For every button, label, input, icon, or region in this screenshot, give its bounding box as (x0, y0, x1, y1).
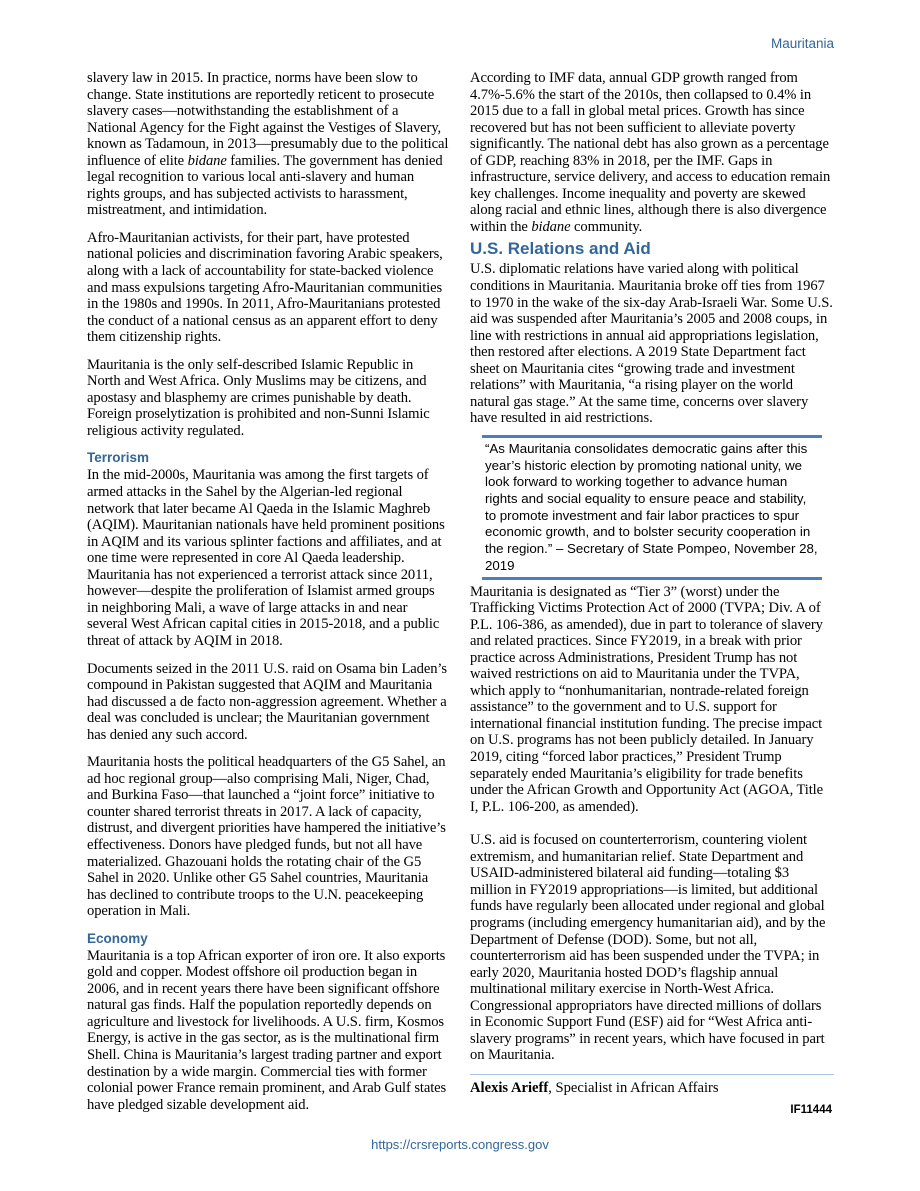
paragraph-slavery-law: slavery law in 2015. In practice, norms have been slow to change. State institutions are reportedly reticent to prosecute slavery cases—notwithstanding the establishment of a National Agency for the Fight against the Vestiges of Slavery, known as Tadamoun, in 2013—presumably due to the political influence of elite bidane families. The government has denied legal recognition to various local anti-slavery and human rights groups, and has subjected activists to harassment, mistreatment, and intimidation. (87, 70, 449, 219)
paragraph-economy-exports: Mauritania is a top African exporter of iron ore. It also exports gold and copper. Modest offshore oil production began in 2006, and in recent years there have been significant offshore natural gas finds. Half the population reportedly depends on agriculture and livestock for livelihoods. A U.S. firm, Kosmos Energy, is active in the gas sector, as is the multinational firm Shell. China is Mauritania’s largest trading partner and export destination by a wide margin. Commercial ties with former colonial power France remain prominent, and Arab Gulf states have pledged sizable development aid. (87, 947, 447, 1113)
report-code: IF11444 (790, 1104, 832, 1116)
paragraph-bin-laden-documents: Documents seized in the 2011 U.S. raid on Osama bin Laden’s compound in Pakistan suggested that AQIM and Mauritania had discussed a de facto non-aggression agreement. Whether a deal was concluded is unclear; the Mauritanian government has denied any such accord. (87, 660, 447, 743)
author-title: , Specialist in African Affairs (548, 1079, 719, 1096)
paragraph-imf-gdp: According to IMF data, annual GDP growth ranged from 4.7%-5.6% the start of the 2010s, then collapsed to 0.4% in 2015 due to a fall in global metal prices. Growth has since recovered but has not been sufficient to alleviate poverty significantly. The national debt has also grown as a percentage of GDP, reaching 83% in 2018, per the IMF. Gaps in infrastructure, service delivery, and access to education remain key challenges. Income inequality and poverty are skewed along racial and ethnic lines, although there is also divergence within the bidane community. (470, 70, 831, 235)
paragraph-islamic-republic: Mauritania is the only self-described Islamic Republic in North and West Africa. Only Muslims may be citizens, and apostasy and blasphemy are crimes punishable by death. Foreign proselytization is prohibited and non-Sunni Islamic religious activity regulated. (87, 356, 430, 439)
left-column (87, 70, 449, 1124)
footer-url-link[interactable]: https://crsreports.congress.gov (371, 1137, 549, 1152)
pompeo-quote-box (482, 435, 822, 580)
paragraph-afro-mauritanian-activists: Afro-Mauritanian activists, for their part, have protested national policies and discrimination favoring Arabic speakers, along with a lack of accountability for state-backed violence and mass expulsions targeting Afro-Mauritanian communities in the 1980s and 1990s. In 2011, Afro-Mauritanians protested the conduct of a national census as an apparent effort to deny them citizenship rights. (87, 229, 443, 346)
paragraph-g5-sahel: Mauritania hosts the political headquarters of the G5 Sahel, an ad hoc regional group—also comprising Mali, Niger, Chad, and Burkina Faso—that launched a “joint force” initiative to counter shared terrorist threats in 2017. A lack of capacity, distrust, and divergent priorities have hampered the initiative’s effectiveness. Donors have pledged funds, but not all have materialized. Ghazouani holds the rotating chair of the G5 Sahel in 2020. Unlike other G5 Sahel countries, Mauritania has declined to contribute troops to the U.N. peacekeeping operation in Mali. (87, 754, 446, 920)
paragraph-us-aid-focus: U.S. aid is focused on counterterrorism, countering violent extremism, and humanitarian relief. State Department and USAID-administered bilateral aid funding—totaling $3 million in FY2019 appropriations—is limited, but additional funds have regularly been allocated under regional and global programs (including emergency humanitarian aid), and by the Department of Defense (DOD). Some, but not all, counterterrorism aid has been suspended under the TVPA; in early 2020, Mauritania hosted DOD’s flagship annual multinational military exercise in North-West Africa. Congressional appropriators have directed millions of dollars in Economic Support Fund (ESF) aid for “West Africa anti-slavery programs” in recent years, which have focused in part on Mauritania. (470, 832, 826, 1064)
page-header-title: Mauritania (770, 36, 834, 51)
heading-us-relations-and-aid: U.S. Relations and Aid (470, 239, 651, 259)
paragraph-us-diplomatic-relations: U.S. diplomatic relations have varied along with political conditions in Mauritania. Mauritania broke off ties from 1967 to 1970 in the wake of the six-day Arab-Israeli War. Some U.S. aid was suspended after Mauritania’s 2005 and 2008 coups, in line with restrictions in annual aid appropriations legislation, then restored after elections. A 2019 State Department fact sheet on Mauritania cites “growing trade and investment relations” with Mauritania, “a rising player on the world natural gas stage.” At the same time, concerns over slavery have resulted in aid restrictions. (470, 261, 833, 427)
author-name: Alexis Arieff (470, 1079, 549, 1096)
heading-economy: Economy (87, 930, 148, 946)
pompeo-quote-text: “As Mauritania consolidates democratic gains after this year’s historic election by promoting national unity, we look forward to working together to advance human rights and social equality to ensure peace and stability, to promote investment and fair labor practices to spur economic growth, and to bolster security cooperation in the region.” – Secretary of State Pompeo, November 28, 2019 (485, 440, 818, 573)
heading-terrorism: Terrorism (87, 450, 150, 466)
author-attribution (470, 1074, 834, 1097)
paragraph-terrorism-aqim: In the mid-2000s, Mauritania was among the first targets of armed attacks in the Sahel by the Algerian-led regional network that later became Al Qaeda in the Islamic Maghreb (AQIM). Mauritanian nationals have held prominent positions in AQIM and its various splinter factions and affiliates, and at one time were represented in core Al Qaeda leadership. Mauritania has not experienced a terrorist attack since 2011, however—despite the proliferation of Islamist armed groups in neighboring Mali, a wave of large attacks in and near several West African capital cities in 2015-2018, and a public threat of attack by AQIM in 2018. (87, 467, 445, 649)
paragraph-tier-3-tvpa: Mauritania is designated as “Tier 3” (worst) under the Trafficking Victims Protection Act of 2000 (TVPA; Div. A of P.L. 106-386, as amended), due in part to tolerance of slavery and related practices. Since FY2019, in a break with prior practice across Administrations, President Trump has not waived restrictions on aid to Mauritania under the TVPA, which apply to “nonhumanitarian, nontrade-related foreign assistance” to the government and to U.S. support for international financial institution funding. The precise impact on U.S. programs has not been publicly detailed. In January 2019, citing “forced labor practices,” President Trump separately ended Mauritania’s eligibility for trade benefits under the African Growth and Opportunity Act (AGOA, Title I, P.L. 106-200, as amended). (470, 583, 824, 815)
right-column (470, 70, 834, 1097)
